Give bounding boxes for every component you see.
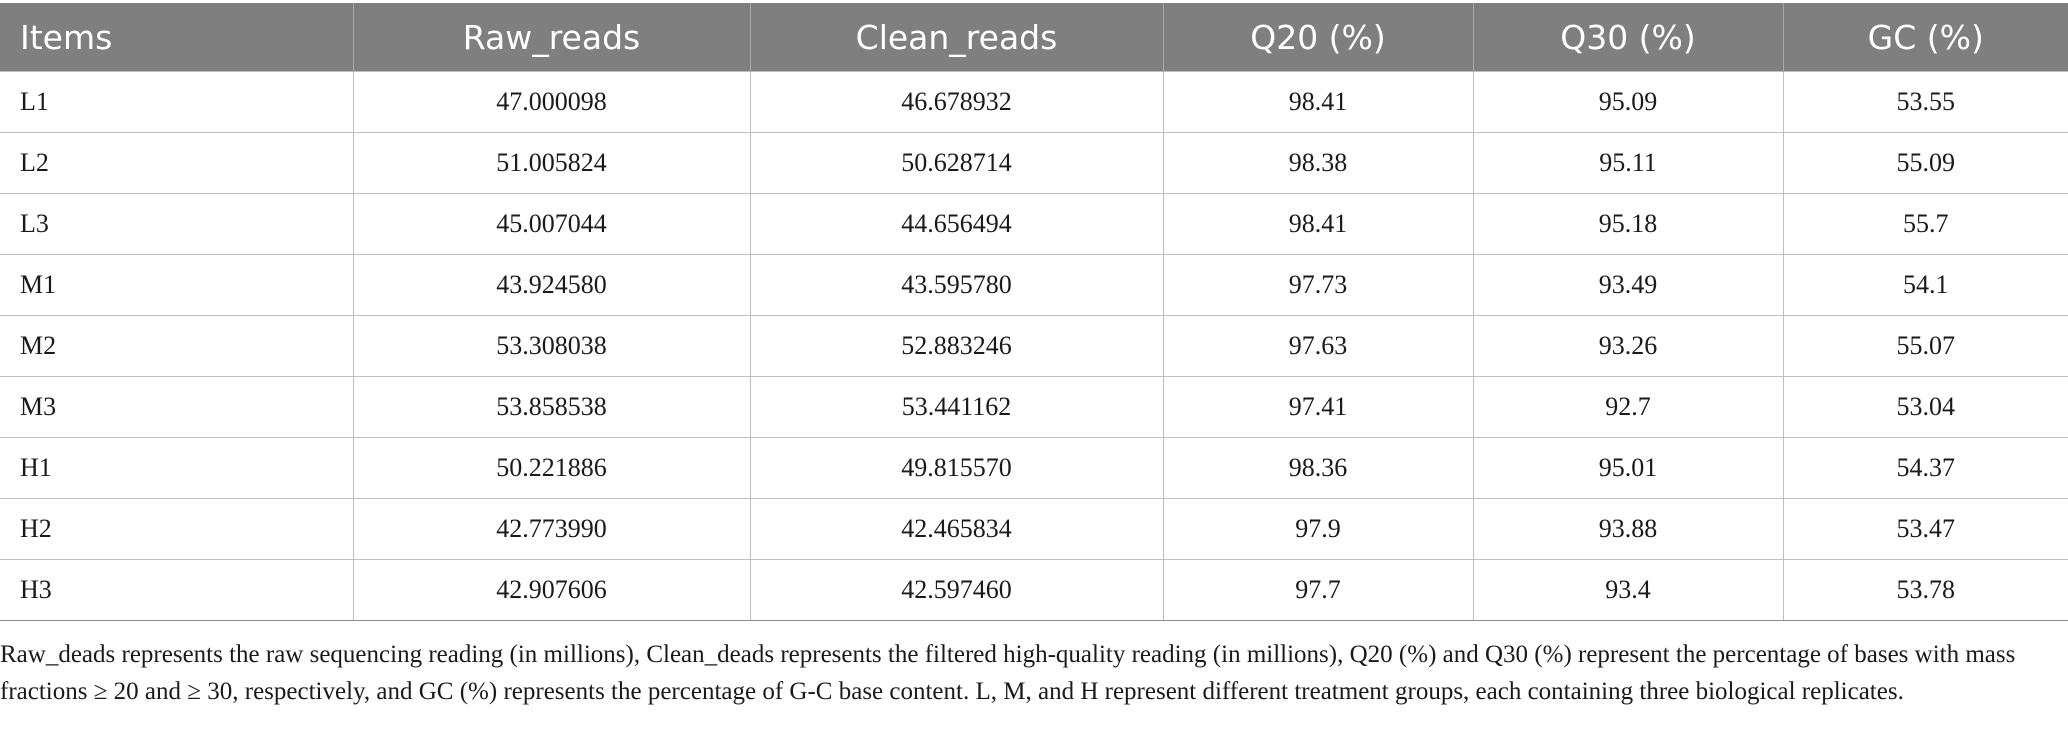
- cell-raw-reads: 53.308038: [353, 316, 750, 377]
- cell-clean-reads: 43.595780: [750, 255, 1163, 316]
- cell-raw-reads: 42.907606: [353, 560, 750, 621]
- cell-q20: 97.41: [1163, 377, 1473, 438]
- cell-clean-reads: 49.815570: [750, 438, 1163, 499]
- cell-raw-reads: 53.858538: [353, 377, 750, 438]
- cell-q30: 93.4: [1473, 560, 1783, 621]
- column-header-q30: Q30 (%): [1473, 3, 1783, 72]
- table-row: [0, 316, 2068, 377]
- column-header-raw-reads: Raw_reads: [353, 3, 750, 72]
- cell-q30: 95.18: [1473, 194, 1783, 255]
- cell-q20: 97.73: [1163, 255, 1473, 316]
- cell-items: L3: [0, 194, 353, 255]
- cell-q20: 98.41: [1163, 72, 1473, 133]
- column-header-q20: Q20 (%): [1163, 3, 1473, 72]
- table-footnote: Raw_deads represents the raw sequencing reading (in millions), Clean_deads represents the filtered high-quality reading (in millions), Q20 (%) and Q30 (%) represent the percentage of bases with mass fractions ≥ 20 and ≥ 30, respectively, and GC (%) represents the percentage of G-C base content. L, M, and H represent different treatment groups, each containing three biological replicates.: [0, 641, 2016, 705]
- cell-gc: 55.7: [1783, 194, 2068, 255]
- cell-q20: 98.38: [1163, 133, 1473, 194]
- cell-items: H2: [0, 499, 353, 560]
- column-header-gc: GC (%): [1783, 3, 2068, 72]
- cell-gc: 53.78: [1783, 560, 2068, 621]
- cell-raw-reads: 43.924580: [353, 255, 750, 316]
- cell-gc: 53.55: [1783, 72, 2068, 133]
- cell-raw-reads: 51.005824: [353, 133, 750, 194]
- cell-raw-reads: 47.000098: [353, 72, 750, 133]
- cell-gc: 53.47: [1783, 499, 2068, 560]
- cell-q20: 97.9: [1163, 499, 1473, 560]
- table-row: [0, 133, 2068, 194]
- cell-clean-reads: 50.628714: [750, 133, 1163, 194]
- cell-q30: 95.09: [1473, 72, 1783, 133]
- cell-raw-reads: 42.773990: [353, 499, 750, 560]
- cell-clean-reads: 42.597460: [750, 560, 1163, 621]
- cell-q30: 92.7: [1473, 377, 1783, 438]
- table-row: [0, 72, 2068, 133]
- cell-q30: 93.26: [1473, 316, 1783, 377]
- cell-clean-reads: 42.465834: [750, 499, 1163, 560]
- header-row: [0, 3, 2068, 72]
- cell-q30: 93.88: [1473, 499, 1783, 560]
- cell-items: H1: [0, 438, 353, 499]
- cell-items: H3: [0, 560, 353, 621]
- table-row: [0, 438, 2068, 499]
- cell-clean-reads: 44.656494: [750, 194, 1163, 255]
- table-header: [0, 3, 2068, 72]
- cell-items: L2: [0, 133, 353, 194]
- table-row: [0, 194, 2068, 255]
- column-header-clean-reads: Clean_reads: [750, 3, 1163, 72]
- cell-clean-reads: 52.883246: [750, 316, 1163, 377]
- cell-q30: 95.11: [1473, 133, 1783, 194]
- cell-items: M1: [0, 255, 353, 316]
- cell-q30: 93.49: [1473, 255, 1783, 316]
- cell-q20: 97.63: [1163, 316, 1473, 377]
- cell-gc: 55.07: [1783, 316, 2068, 377]
- cell-q20: 97.7: [1163, 560, 1473, 621]
- sequencing-quality-table: [0, 3, 2068, 621]
- cell-items: L1: [0, 72, 353, 133]
- cell-gc: 54.37: [1783, 438, 2068, 499]
- table-row: [0, 377, 2068, 438]
- cell-raw-reads: 50.221886: [353, 438, 750, 499]
- cell-items: M3: [0, 377, 353, 438]
- table-row: [0, 499, 2068, 560]
- cell-clean-reads: 53.441162: [750, 377, 1163, 438]
- cell-gc: 55.09: [1783, 133, 2068, 194]
- table-row: [0, 560, 2068, 621]
- cell-items: M2: [0, 316, 353, 377]
- cell-gc: 54.1: [1783, 255, 2068, 316]
- cell-q20: 98.36: [1163, 438, 1473, 499]
- cell-clean-reads: 46.678932: [750, 72, 1163, 133]
- table-body: [0, 72, 2068, 621]
- cell-q20: 98.41: [1163, 194, 1473, 255]
- cell-q30: 95.01: [1473, 438, 1783, 499]
- cell-raw-reads: 45.007044: [353, 194, 750, 255]
- cell-gc: 53.04: [1783, 377, 2068, 438]
- data-table-container: [0, 3, 2068, 621]
- table-row: [0, 255, 2068, 316]
- column-header-items: Items: [0, 3, 353, 72]
